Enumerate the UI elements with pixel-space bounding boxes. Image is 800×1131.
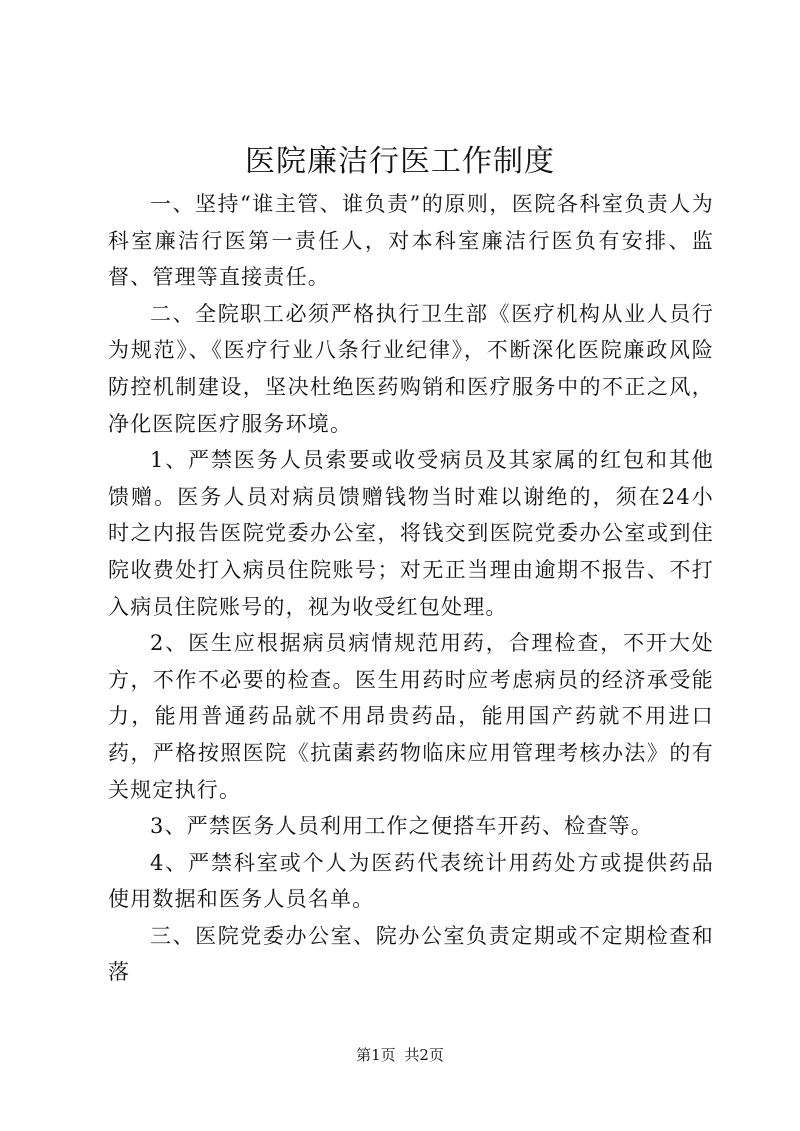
page-footer xyxy=(0,1044,800,1066)
paragraph-2: 二、全院职工必须严格执行卫生部《医疗机构从业人员行为规范》、《医疗行业八条行业纪律》，不断深化医院廉政风险防控机制建设，坚决杜绝医药购销和医疗服务中的不正之风，净化医院医疗服务环境。 xyxy=(108,301,714,436)
document-body xyxy=(108,186,714,991)
document-title: 医院廉洁行医工作制度 xyxy=(245,144,555,179)
paragraph-5: 3、严禁医务人员利用工作之便搭车开药、检查等。 xyxy=(150,814,653,839)
page-number: 第1页 xyxy=(356,1046,396,1064)
paragraph-3: 1、严禁医务人员索要或收受病员及其家属的红包和其他馈赠。医务人员对病员馈赠钱物当时难以谢绝的，须在24小时之内报告医院党委办公室，将钱交到医院党委办公室或到住院收费处打入病员住院账号；对无正当理由逾期不报告、不打入病员住院账号的，视为收受红包处理。 xyxy=(108,448,714,619)
paragraph-1: 一、坚持“谁主管、谁负责”的原则，医院各科室负责人为科室廉洁行医第一责任人，对本科室廉洁行医负有安排、监督、管理等直接责任。 xyxy=(108,192,714,290)
page-total: 共2页 xyxy=(404,1046,444,1064)
paragraph-6: 4、严禁科室或个人为医药代表统计用药处方或提供药品使用数据和医务人员名单。 xyxy=(108,850,714,912)
paragraph-7: 三、医院党委办公室、院办公室负责定期或不定期检查和落 xyxy=(108,923,714,985)
paragraph-4: 2、医生应根据病员病情规范用药，合理检查，不开大处方，不作不必要的检查。医生用药时应考虑病员的经济承受能力，能用普通药品就不用昂贵药品，能用国产药就不用进口药，严格按照医院《抗菌素药物临床应用管理考核办法》的有关规定执行。 xyxy=(108,631,714,802)
